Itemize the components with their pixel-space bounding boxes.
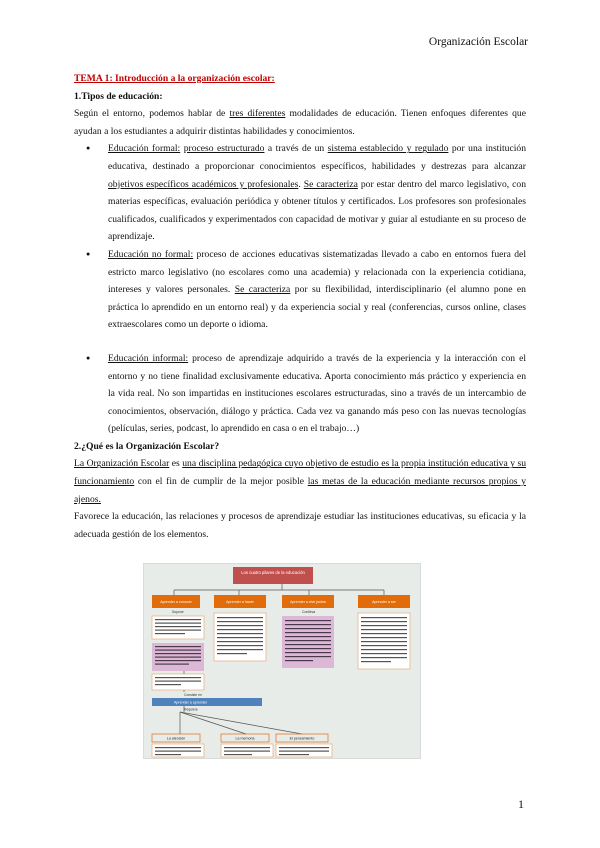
label-pensamiento: El pensamiento — [289, 736, 315, 741]
education-types-list — [74, 140, 526, 438]
diagram-top-label: Los cuatro pilares de la educación — [241, 570, 305, 575]
section2-title: 2.¿Qué es la Organización Escolar? — [74, 440, 220, 452]
label-memoria: La memoria — [235, 736, 255, 741]
connector-label-6: Requiere — [184, 707, 198, 712]
four-pillars-diagram — [143, 563, 421, 759]
label-atencion: La atención — [166, 736, 186, 741]
connector-label-5: Consiste en — [184, 693, 202, 697]
tema-title: TEMA 1: Introducción a la organización escolar: — [74, 73, 275, 84]
learn-to-learn-label: Aprender a aprender — [174, 700, 208, 705]
connector-label-1: Supone — [172, 610, 184, 614]
section1-intro: Según el entorno, podemos hablar de tres diferentes modalidades de educación. Tienen enfoques diferentes que ayudan a los estudiantes a adquirir distintas habilidades y conocimientos. — [74, 108, 526, 137]
page-number: 1 — [518, 797, 524, 811]
list-item-formal: ● Educación formal: proceso estructurado a través de un sistema establecido y regulado por una institución educativa, destinado a proporcionar conocimientos específicos, habilidades y destrezas para alcanzar objetivos específicos académicos y profesionales. Se caracteriza por estar dentro del marco legislativo, con materias específicas, evaluación periódica y obtener títulos y certificados. Los profesores son profesionales cualificados, cualificados y experimentados con capacidad de motivar y guiar al estudiante en su proceso de aprendizaje. — [108, 140, 526, 246]
running-header: Organización Escolar — [428, 36, 528, 48]
document-body — [74, 70, 526, 543]
list-item-no-formal: ● Educación no formal: proceso de acciones educativas sistematizadas llevado a cabo en entornos fuera del estricto marco legislativo (no escolares como una academia) y relacionada con la experiencia cotidiana, intereses y valores personales. Se caracteriza por su flexibilidad, interdisciplinario (el alumno pone en práctica lo aprendido en un entorno real) y da experiencia social y real (conferencias, cursos online, clases extraescolares como un deporte o idioma. — [108, 246, 526, 334]
section1-title: 1.Tipos de educación: — [74, 90, 163, 102]
pillar-label-2: Aprender a hacer — [226, 600, 254, 604]
pillar-desc-1c — [152, 674, 204, 690]
pillar-label-1: Aprender a conocer — [160, 600, 192, 604]
list-item-informal: ● Educación informal: proceso de aprendizaje adquirido a través de la experiencia y la interacción con el entorno y no tiene finalidad exclusivamente educativa. Aporta conocimiento más práctico y experiencia en la vida real. No son impartidas en instituciones escolares estructuradas, sino a través de un intercambio de conocimientos, observación, diálogo y práctica. Cada vez va ganando más peso con las nuevas tecnologías (películas, series, podcast, lo aprendido en casa o en el trabajo…) — [108, 350, 526, 438]
pillar-label-4: Aprender a ser — [372, 600, 396, 604]
section2-paragraph1: La Organización Escolar es una disciplina pedagógica cuyo objetivo de estudio es la propia institución educativa y su funcionamiento con el fin de cumplir de la mejor posible las metas de la educación mediante recursos propios y ajenos. — [74, 458, 526, 505]
pillar-label-3: Aprender a vivir juntos — [290, 600, 326, 604]
connector-label-3: Conlleva — [302, 610, 316, 614]
section2-paragraph2: Favorece la educación, las relaciones y procesos de aprendizaje estudiar las instituciones educativas, su eficacia y la adecuada gestión de los elementos. — [74, 511, 526, 540]
